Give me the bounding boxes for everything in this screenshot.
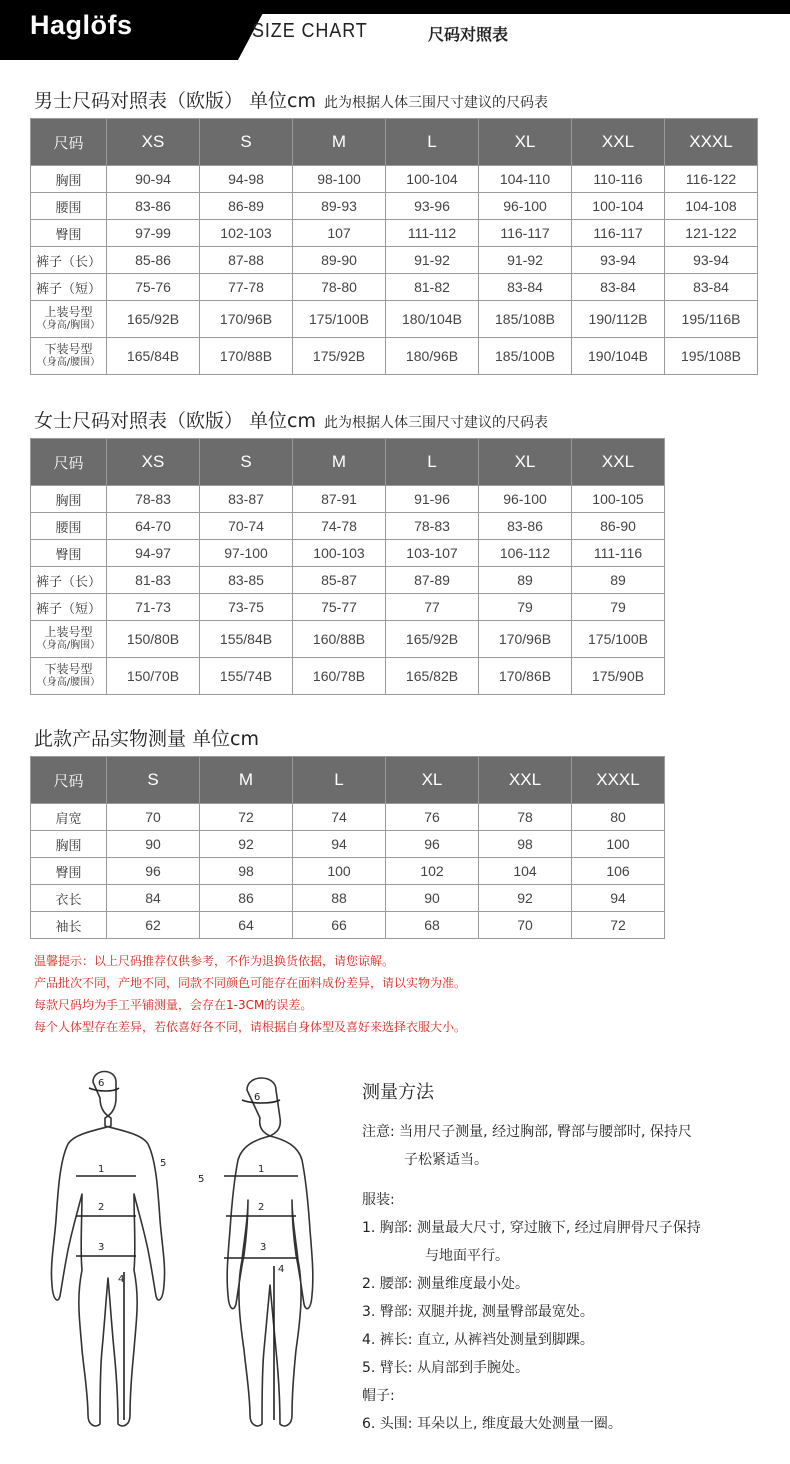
table-cell: 87-89 bbox=[386, 567, 479, 594]
size-header: XS bbox=[107, 119, 200, 166]
table-cell: 70 bbox=[107, 804, 200, 831]
row-label: 胸围 bbox=[31, 166, 107, 193]
table-header-row bbox=[31, 439, 665, 486]
table-cell: 116-117 bbox=[572, 220, 665, 247]
measure-instructions bbox=[362, 1078, 701, 1438]
table-cell: 90 bbox=[386, 885, 479, 912]
table-cell: 70 bbox=[479, 912, 572, 939]
row-label: 衣长 bbox=[31, 885, 107, 912]
table-row bbox=[31, 193, 758, 220]
table-cell: 195/108B bbox=[665, 338, 758, 375]
table-header-row bbox=[31, 119, 758, 166]
table-cell: 92 bbox=[200, 831, 293, 858]
size-header: L bbox=[386, 439, 479, 486]
table-cell: 86-90 bbox=[572, 513, 665, 540]
size-header: L bbox=[293, 757, 386, 804]
men-size-table bbox=[30, 118, 758, 375]
table-cell: 88 bbox=[293, 885, 386, 912]
table-cell: 96-100 bbox=[479, 486, 572, 513]
table-row bbox=[31, 247, 758, 274]
figure-label: 3 bbox=[98, 1242, 105, 1253]
table-row bbox=[31, 540, 665, 567]
size-header: XS bbox=[107, 439, 200, 486]
table-cell: 98 bbox=[200, 858, 293, 885]
table-cell: 100-105 bbox=[572, 486, 665, 513]
measure-item: 2. 腰部: 测量维度最小处。 bbox=[362, 1276, 529, 1292]
size-header-label: 尺码 bbox=[31, 439, 107, 486]
table-cell: 100-104 bbox=[572, 193, 665, 220]
table-cell: 71-73 bbox=[107, 594, 200, 621]
men-title: 男士尺码对照表（欧版） 单位cm bbox=[34, 90, 316, 112]
table-row bbox=[31, 858, 665, 885]
row-label: 胸围 bbox=[31, 831, 107, 858]
size-chart-title-cn: 尺码对照表 bbox=[428, 25, 509, 44]
table-cell: 98 bbox=[479, 831, 572, 858]
female-figure-outline bbox=[227, 1078, 313, 1426]
figure-label: 2 bbox=[258, 1202, 265, 1213]
table-cell: 94 bbox=[572, 885, 665, 912]
table-cell: 97-99 bbox=[107, 220, 200, 247]
table-cell: 111-112 bbox=[386, 220, 479, 247]
table-cell: 155/74B bbox=[200, 658, 293, 695]
row-label: 袖长 bbox=[31, 912, 107, 939]
table-cell: 77-78 bbox=[200, 274, 293, 301]
row-label: 上装号型 （身高/胸围） bbox=[31, 301, 107, 338]
table-cell: 90 bbox=[107, 831, 200, 858]
figure-label: 2 bbox=[98, 1202, 105, 1213]
table-row bbox=[31, 658, 665, 695]
measure-note: 子松紧适当。 bbox=[404, 1152, 488, 1168]
note-line: 每款尺码均为手工平铺测量，会存在1-3CM的误差。 bbox=[34, 998, 313, 1012]
table-header-row bbox=[31, 757, 665, 804]
measure-item: 3. 臀部: 双腿并拢, 测量臀部最宽处。 bbox=[362, 1304, 594, 1320]
table-cell: 175/100B bbox=[293, 301, 386, 338]
table-row bbox=[31, 486, 665, 513]
table-row bbox=[31, 338, 758, 375]
table-cell: 170/96B bbox=[200, 301, 293, 338]
figure-label: 5 bbox=[160, 1158, 167, 1169]
table-cell: 83-84 bbox=[572, 274, 665, 301]
table-cell: 170/96B bbox=[479, 621, 572, 658]
women-subtitle: 此为根据人体三围尺寸建议的尺码表 bbox=[324, 415, 548, 431]
table-cell: 180/104B bbox=[386, 301, 479, 338]
size-header: M bbox=[293, 439, 386, 486]
size-header: S bbox=[200, 119, 293, 166]
table-cell: 94-98 bbox=[200, 166, 293, 193]
row-label: 肩宽 bbox=[31, 804, 107, 831]
table-cell: 87-88 bbox=[200, 247, 293, 274]
table-cell: 121-122 bbox=[665, 220, 758, 247]
size-header: XL bbox=[386, 757, 479, 804]
size-header: M bbox=[293, 119, 386, 166]
table-cell: 79 bbox=[479, 594, 572, 621]
table-cell: 89 bbox=[479, 567, 572, 594]
size-header-label: 尺码 bbox=[31, 757, 107, 804]
table-cell: 195/116B bbox=[665, 301, 758, 338]
table-cell: 87-91 bbox=[293, 486, 386, 513]
table-cell: 72 bbox=[572, 912, 665, 939]
male-figure-outline bbox=[51, 1072, 167, 1426]
product-title: 此款产品实物测量 单位cm bbox=[34, 728, 259, 750]
note-line: 每个人体型存在差异，若依喜好各不同，请根据自身体型及喜好来选择衣服大小。 bbox=[34, 1020, 467, 1034]
body-measure-figures bbox=[30, 1060, 350, 1440]
size-header: XXL bbox=[479, 757, 572, 804]
table-cell: 190/104B bbox=[572, 338, 665, 375]
table-row bbox=[31, 831, 665, 858]
table-cell: 86 bbox=[200, 885, 293, 912]
table-cell: 84 bbox=[107, 885, 200, 912]
figure-label: 4 bbox=[118, 1274, 125, 1285]
table-cell: 97-100 bbox=[200, 540, 293, 567]
size-header: M bbox=[200, 757, 293, 804]
table-cell: 83-87 bbox=[200, 486, 293, 513]
table-cell: 83-84 bbox=[479, 274, 572, 301]
table-cell: 116-117 bbox=[479, 220, 572, 247]
table-cell: 77 bbox=[386, 594, 479, 621]
table-cell: 100 bbox=[572, 831, 665, 858]
row-label: 裤子（长） bbox=[31, 567, 107, 594]
table-cell: 98-100 bbox=[293, 166, 386, 193]
table-cell: 150/80B bbox=[107, 621, 200, 658]
row-label: 裤子（短） bbox=[31, 274, 107, 301]
figure-label: 1 bbox=[258, 1164, 265, 1175]
table-cell: 165/92B bbox=[107, 301, 200, 338]
women-section-title bbox=[34, 406, 548, 433]
table-row bbox=[31, 567, 665, 594]
note-line: 产品批次不同，产地不同，同款不同颜色可能存在面料成份差异，请以实物为准。 bbox=[34, 976, 467, 990]
size-header: XL bbox=[479, 119, 572, 166]
table-cell: 89-93 bbox=[293, 193, 386, 220]
size-header: L bbox=[386, 119, 479, 166]
table-row bbox=[31, 804, 665, 831]
women-size-table bbox=[30, 438, 665, 695]
size-header: XXL bbox=[572, 439, 665, 486]
row-label: 胸围 bbox=[31, 486, 107, 513]
measure-item: 5. 臂长: 从肩部到手腕处。 bbox=[362, 1360, 529, 1376]
table-cell: 75-77 bbox=[293, 594, 386, 621]
table-cell: 78-80 bbox=[293, 274, 386, 301]
table-row bbox=[31, 274, 758, 301]
table-cell: 85-87 bbox=[293, 567, 386, 594]
measure-title: 测量方法 bbox=[362, 1082, 434, 1103]
table-cell: 106 bbox=[572, 858, 665, 885]
row-label: 裤子（短） bbox=[31, 594, 107, 621]
table-cell: 93-94 bbox=[572, 247, 665, 274]
table-cell: 91-92 bbox=[479, 247, 572, 274]
row-label: 腰围 bbox=[31, 513, 107, 540]
row-label: 上装号型 （身高/胸围） bbox=[31, 621, 107, 658]
measure-item: 6. 头围: 耳朵以上, 维度最大处测量一圈。 bbox=[362, 1416, 622, 1432]
table-cell: 100-103 bbox=[293, 540, 386, 567]
measure-item: 与地面平行。 bbox=[425, 1248, 509, 1264]
men-subtitle: 此为根据人体三围尺寸建议的尺码表 bbox=[324, 95, 548, 111]
table-cell: 102 bbox=[386, 858, 479, 885]
table-cell: 83-86 bbox=[479, 513, 572, 540]
table-cell: 103-107 bbox=[386, 540, 479, 567]
table-cell: 104 bbox=[479, 858, 572, 885]
table-cell: 89-90 bbox=[293, 247, 386, 274]
row-label: 腰围 bbox=[31, 193, 107, 220]
table-cell: 74 bbox=[293, 804, 386, 831]
table-cell: 175/90B bbox=[572, 658, 665, 695]
measure-item: 1. 胸部: 测量最大尺寸, 穿过腋下, 经过肩胛骨尺子保持 bbox=[362, 1220, 701, 1236]
table-cell: 165/82B bbox=[386, 658, 479, 695]
table-cell: 86-89 bbox=[200, 193, 293, 220]
table-cell: 74-78 bbox=[293, 513, 386, 540]
measure-hat-heading: 帽子: bbox=[362, 1388, 395, 1404]
table-cell: 85-86 bbox=[107, 247, 200, 274]
table-cell: 160/78B bbox=[293, 658, 386, 695]
table-cell: 116-122 bbox=[665, 166, 758, 193]
size-header: S bbox=[200, 439, 293, 486]
table-cell: 107 bbox=[293, 220, 386, 247]
table-row bbox=[31, 885, 665, 912]
table-cell: 93-94 bbox=[665, 247, 758, 274]
table-cell: 91-96 bbox=[386, 486, 479, 513]
size-header-label: 尺码 bbox=[31, 119, 107, 166]
figure-label: 5 bbox=[198, 1174, 205, 1185]
size-chart-title: SIZE CHART bbox=[252, 20, 368, 42]
table-cell: 104-108 bbox=[665, 193, 758, 220]
figure-label: 1 bbox=[98, 1164, 105, 1175]
table-cell: 94 bbox=[293, 831, 386, 858]
size-header: S bbox=[107, 757, 200, 804]
table-cell: 165/84B bbox=[107, 338, 200, 375]
table-cell: 190/112B bbox=[572, 301, 665, 338]
table-cell: 170/88B bbox=[200, 338, 293, 375]
table-cell: 100-104 bbox=[386, 166, 479, 193]
table-cell: 78-83 bbox=[107, 486, 200, 513]
table-row bbox=[31, 220, 758, 247]
table-cell: 93-96 bbox=[386, 193, 479, 220]
table-cell: 92 bbox=[479, 885, 572, 912]
table-cell: 94-97 bbox=[107, 540, 200, 567]
table-row bbox=[31, 513, 665, 540]
table-cell: 96 bbox=[107, 858, 200, 885]
table-cell: 66 bbox=[293, 912, 386, 939]
table-cell: 64-70 bbox=[107, 513, 200, 540]
table-cell: 100 bbox=[293, 858, 386, 885]
men-section-title bbox=[34, 86, 548, 113]
notes bbox=[34, 950, 466, 1038]
row-label: 臀围 bbox=[31, 858, 107, 885]
table-cell: 80 bbox=[572, 804, 665, 831]
table-cell: 76 bbox=[386, 804, 479, 831]
row-label: 臀围 bbox=[31, 540, 107, 567]
figure-label: 3 bbox=[260, 1242, 267, 1253]
table-row bbox=[31, 301, 758, 338]
measure-clothing-heading: 服装: bbox=[362, 1192, 395, 1208]
note-line: 温馨提示：以上尺码推荐仅供参考，不作为退换货依据，请您谅解。 bbox=[34, 954, 395, 968]
table-cell: 185/100B bbox=[479, 338, 572, 375]
product-section-title bbox=[34, 724, 259, 751]
table-cell: 89 bbox=[572, 567, 665, 594]
table-cell: 96-100 bbox=[479, 193, 572, 220]
row-label: 下装号型 （身高/腰围） bbox=[31, 658, 107, 695]
table-row bbox=[31, 621, 665, 658]
figure-label: 6 bbox=[98, 1078, 105, 1089]
table-cell: 110-116 bbox=[572, 166, 665, 193]
row-label: 裤子（长） bbox=[31, 247, 107, 274]
table-cell: 111-116 bbox=[572, 540, 665, 567]
size-header: XXXL bbox=[572, 757, 665, 804]
table-cell: 68 bbox=[386, 912, 479, 939]
table-cell: 150/70B bbox=[107, 658, 200, 695]
table-cell: 72 bbox=[200, 804, 293, 831]
table-cell: 175/100B bbox=[572, 621, 665, 658]
table-cell: 81-82 bbox=[386, 274, 479, 301]
size-header: XXXL bbox=[665, 119, 758, 166]
product-measure-table bbox=[30, 756, 665, 939]
table-cell: 73-75 bbox=[200, 594, 293, 621]
table-cell: 79 bbox=[572, 594, 665, 621]
table-cell: 70-74 bbox=[200, 513, 293, 540]
table-cell: 165/92B bbox=[386, 621, 479, 658]
table-cell: 78 bbox=[479, 804, 572, 831]
table-cell: 155/84B bbox=[200, 621, 293, 658]
table-cell: 91-92 bbox=[386, 247, 479, 274]
table-cell: 78-83 bbox=[386, 513, 479, 540]
table-cell: 83-85 bbox=[200, 567, 293, 594]
women-title: 女士尺码对照表（欧版） 单位cm bbox=[34, 410, 316, 432]
table-row bbox=[31, 594, 665, 621]
table-cell: 75-76 bbox=[107, 274, 200, 301]
row-label: 臀围 bbox=[31, 220, 107, 247]
brand-logo: Haglöfs bbox=[30, 10, 133, 40]
header-bar bbox=[0, 0, 790, 60]
table-cell: 64 bbox=[200, 912, 293, 939]
table-cell: 81-83 bbox=[107, 567, 200, 594]
figure-label: 6 bbox=[254, 1092, 261, 1103]
size-header: XXL bbox=[572, 119, 665, 166]
table-cell: 175/92B bbox=[293, 338, 386, 375]
table-cell: 102-103 bbox=[200, 220, 293, 247]
figure-label: 4 bbox=[278, 1264, 285, 1275]
table-cell: 180/96B bbox=[386, 338, 479, 375]
table-cell: 83-86 bbox=[107, 193, 200, 220]
table-cell: 96 bbox=[386, 831, 479, 858]
table-cell: 170/86B bbox=[479, 658, 572, 695]
table-row bbox=[31, 166, 758, 193]
row-label: 下装号型 （身高/腰围） bbox=[31, 338, 107, 375]
table-cell: 83-84 bbox=[665, 274, 758, 301]
measure-note: 注意: 当用尺子测量, 经过胸部, 臀部与腰部时, 保持尺 bbox=[362, 1124, 692, 1140]
table-cell: 104-110 bbox=[479, 166, 572, 193]
table-row bbox=[31, 912, 665, 939]
table-cell: 90-94 bbox=[107, 166, 200, 193]
table-cell: 160/88B bbox=[293, 621, 386, 658]
measure-item: 4. 裤长: 直立, 从裤裆处测量到脚踝。 bbox=[362, 1332, 594, 1348]
table-cell: 106-112 bbox=[479, 540, 572, 567]
table-cell: 62 bbox=[107, 912, 200, 939]
size-header: XL bbox=[479, 439, 572, 486]
table-cell: 185/108B bbox=[479, 301, 572, 338]
